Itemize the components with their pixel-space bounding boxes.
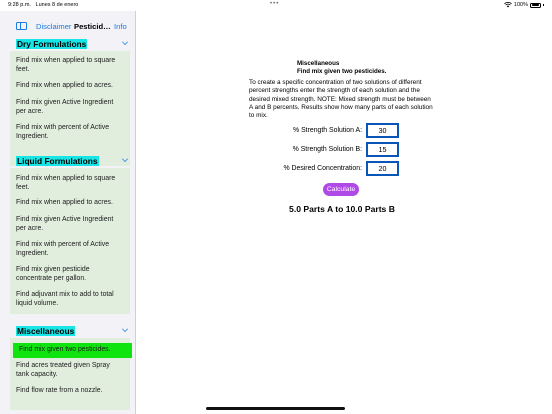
chevron-down-icon[interactable] [122, 156, 128, 162]
field-c-label: % Desired Concentration: [283, 165, 362, 172]
strength-a-input[interactable]: 30 [366, 123, 399, 138]
chevron-down-icon[interactable] [122, 39, 128, 45]
section-header[interactable] [10, 324, 132, 338]
list-item[interactable]: Find mix with percent of Active Ingredient. [16, 124, 110, 140]
section-title: Liquid Formulations [17, 156, 98, 166]
sidebar [0, 11, 136, 414]
wifi-icon [504, 2, 512, 8]
list-item[interactable]: Find mix when applied to square feet. [16, 175, 116, 191]
list-item[interactable]: Find mix given Active Ingredient per acre. [16, 216, 114, 232]
detail-pane [137, 11, 552, 414]
section-header[interactable] [10, 154, 132, 168]
chevron-down-icon[interactable] [122, 326, 128, 332]
strength-b-input[interactable]: 15 [366, 142, 399, 157]
section-dry-formulations [10, 37, 132, 166]
page-title [297, 60, 386, 76]
battery-icon [530, 3, 541, 8]
disclaimer-link[interactable]: Disclaimer [36, 22, 72, 31]
section-miscellaneous [10, 324, 132, 410]
multitasking-dots[interactable]: ••• [270, 1, 280, 7]
page-title-line1: Miscellaneous [297, 60, 340, 67]
list-item[interactable]: Find mix when applied to square feet. [16, 57, 116, 73]
section-liquid-formulations [10, 154, 132, 314]
info-link[interactable]: Info [114, 22, 127, 31]
section-items [10, 338, 130, 410]
calculate-button[interactable]: Calculate [323, 183, 359, 196]
status-right [504, 2, 544, 8]
section-items [10, 168, 130, 314]
status-time: 9:28 p.m. Lunes 8 de enero [8, 2, 79, 8]
desired-concentration-input[interactable]: 20 [366, 161, 399, 176]
list-item[interactable]: Find acres treated given Spray tank capacity. [16, 362, 110, 378]
list-item[interactable]: Find mix given Active Ingredient per acre. [16, 99, 114, 115]
status-bar [0, 0, 552, 10]
list-item-selected[interactable]: Find mix given two pesticides. [13, 343, 132, 358]
field-b-row [227, 146, 362, 156]
section-items [10, 51, 130, 166]
list-item[interactable]: Find adjuvant mix to add to total liquid volume. [16, 291, 114, 307]
field-a-row [227, 127, 362, 137]
list-item[interactable]: Find flow rate from a nozzle. [16, 387, 103, 394]
list-item[interactable]: Find mix when applied to acres. [16, 82, 113, 89]
result-text: 5.0 Parts A to 10.0 Parts B [289, 204, 395, 214]
section-title: Dry Formulations [17, 39, 87, 49]
sidebar-navbar [0, 11, 136, 37]
field-c-row [227, 165, 362, 175]
description: To create a specific concentration of two solutions of different percent strengths enter the strength of each solution and the desired mixed strength. NOTE: Mixed strength must be between A and B percents. Results show how many parts of each solution to mix. [249, 79, 433, 120]
list-item[interactable]: Find mix given pesticide concentrate per gallon. [16, 266, 90, 282]
section-title: Miscellaneous [17, 326, 75, 336]
home-indicator[interactable] [206, 407, 345, 410]
section-header[interactable] [10, 37, 132, 51]
field-a-label: % Strength Solution A: [293, 127, 362, 134]
page-title-line2: Find mix given two pesticides. [297, 68, 387, 75]
field-b-label: % Strength Solution B: [292, 146, 362, 153]
nav-title: Pesticid… [74, 22, 111, 31]
sidebar-toggle-icon[interactable] [16, 22, 27, 30]
list-item[interactable]: Find mix when applied to acres. [16, 199, 113, 206]
list-item[interactable]: Find mix with percent of Active Ingredient. [16, 241, 110, 257]
battery-percent: 100% [513, 2, 528, 8]
